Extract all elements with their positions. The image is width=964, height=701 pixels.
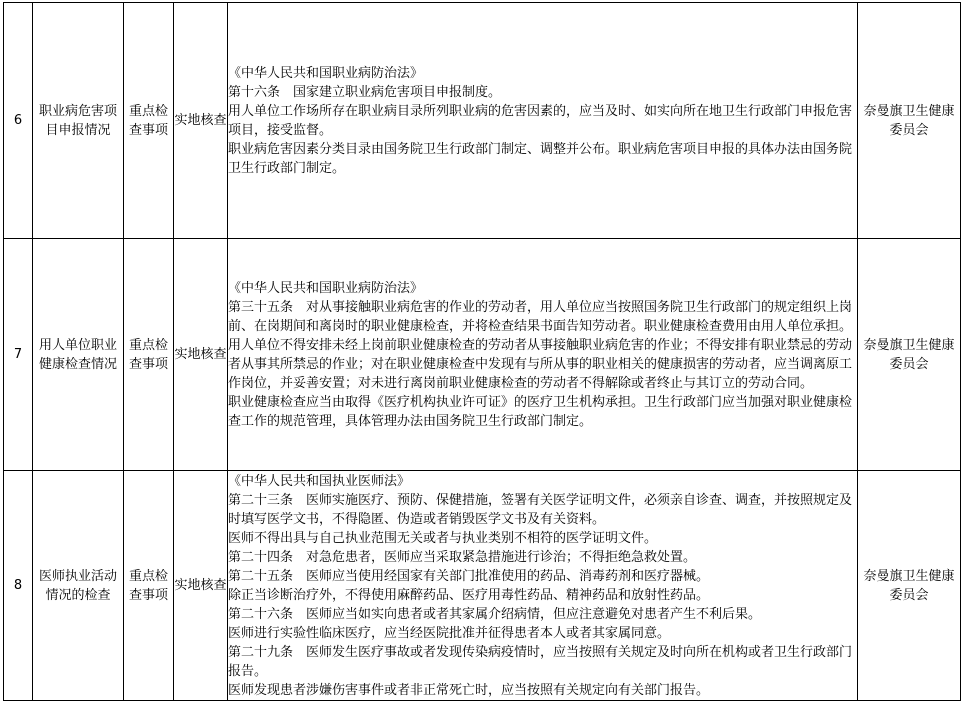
table-row [4,471,961,701]
law-title: 《中华人民共和国执业医师法》 [228,474,411,489]
basis-paragraph: 医师进行实验性临床医疗，应当经医院批准并征得患者本人或者其家属同意。 [228,626,671,641]
inspection-method: 实地核查 [174,3,228,239]
legal-basis [228,239,858,471]
basis-paragraph: 第二十三条 医师实施医疗、预防、保健措施，签署有关医学证明文件，必须亲自诊查、调查，并按照规定及时填写医学文书，不得隐匿、伪造或者销毁医学文书及有关资料。 [228,493,853,527]
basis-paragraph: 职业健康检查应当由取得《医疗机构执业许可证》的医疗卫生机构承担。卫生行政部门应当加强对职业健康检查工作的规范管理，具体管理办法由国务院卫生行政部门制定。 [228,394,853,429]
law-title: 《中华人民共和国职业病防治法》 [228,65,424,81]
basis-paragraph: 第二十五条 医师应当使用经国家有关部门批准使用的药品、消毒药剂和医疗器械。 [228,569,710,584]
basis-paragraph: 医师发现患者涉嫌伤害事件或者非正常死亡时，应当按照有关规定向有关部门报告。 [228,683,710,698]
basis-paragraph: 用人单位不得安排未经上岗前职业健康检查的劳动者从事接触职业病危害的作业；不得安排有职业禁忌的劳动者从事其所禁忌的作业；对在职业健康检查中发现有与所从事的职业相关的健康损害的劳动者，应当调离原工作岗位，并妥善安置；对未进行离岗前职业健康检查的劳动者不得解除或者终止与其订立的劳动合同。 [228,337,853,391]
basis-paragraph: 用人单位工作场所存在职业病目录所列职业病的危害因素的，应当及时、如实向所在地卫生行政部门申报危害项目，接受监督。 [228,103,853,138]
basis-paragraph: 第二十四条 对急危患者，医师应当采取紧急措施进行诊治；不得拒绝急救处置。 [228,550,697,565]
responsible-org: 奈曼旗卫生健康委员会 [858,471,961,701]
legal-basis [228,471,858,701]
law-title: 《中华人民共和国职业病防治法》 [228,280,424,296]
legal-basis [228,3,858,239]
table-row [4,239,961,471]
basis-paragraph: 第二十九条 医师发生医疗事故或者发现传染病疫情时，应当按照有关规定及时向所在机构或者卫生行政部门报告。 [228,645,853,679]
responsible-org: 奈曼旗卫生健康委员会 [858,239,961,471]
inspection-item: 职业病危害项目申报情况 [33,3,124,239]
basis-paragraph: 医师不得出具与自己执业范围无关或者与执业类别不相符的医学证明文件。 [228,531,658,546]
inspection-type: 重点检查事项 [124,239,174,471]
inspection-item: 医师执业活动情况的检查 [33,471,124,701]
row-number: 7 [4,239,33,471]
inspection-type: 重点检查事项 [124,471,174,701]
row-number: 6 [4,3,33,239]
basis-paragraph: 职业病危害因素分类目录由国务院卫生行政部门制定、调整并公布。职业病危害项目申报的具体办法由国务院卫生行政部门制定。 [228,141,853,176]
row-number: 8 [4,471,33,701]
table-row [4,3,961,239]
responsible-org: 奈曼旗卫生健康委员会 [858,3,961,239]
basis-paragraph: 第二十六条 医师应当如实向患者或者其家属介绍病情，但应注意避免对患者产生不利后果。 [228,607,762,622]
inspection-method: 实地核查 [174,239,228,471]
inspection-table [3,2,961,701]
inspection-item: 用人单位职业健康检查情况 [33,239,124,471]
inspection-type: 重点检查事项 [124,3,174,239]
basis-paragraph: 第三十五条 对从事接触职业病危害的作业的劳动者，用人单位应当按照国务院卫生行政部门的规定组织上岗前、在岗期间和离岗时的职业健康检查，并将检查结果书面告知劳动者。职业健康检查费用由用人单位承担。 [228,299,853,334]
basis-paragraph: 除正当诊断治疗外，不得使用麻醉药品、医疗用毒性药品、精神药品和放射性药品。 [228,588,710,603]
basis-paragraph: 第十六条 国家建立职业病危害项目申报制度。 [228,84,502,100]
inspection-method: 实地核查 [174,471,228,701]
